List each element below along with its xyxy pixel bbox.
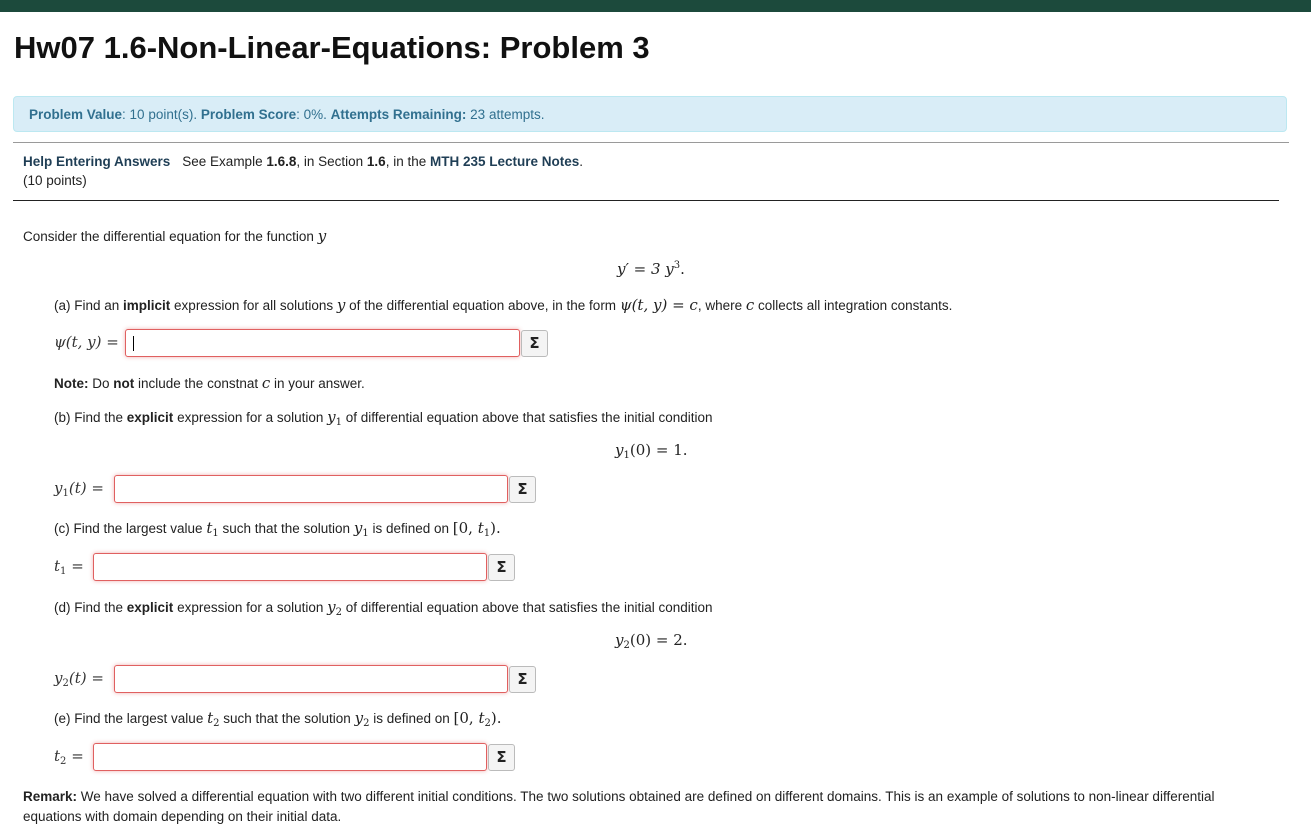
part-a-text: expression for all solutions [170,298,337,313]
problem-score: : 0%. [296,107,331,122]
condition-text: (0) = 1. [629,441,688,459]
equation-editor-button-e[interactable]: Σ [488,744,515,771]
math-y: y [336,296,346,314]
math-y: y [54,479,63,497]
attempts-remaining: 23 attempts. [466,107,545,122]
equation-editor-button-a[interactable]: Σ [521,330,548,357]
part-e-text: (e) Find the largest value [54,711,208,726]
part-d-bold: explicit [126,600,174,615]
answer-a-label [54,333,119,351]
math-y: y [615,441,624,459]
part-d-prompt [54,598,713,622]
part-a-prompt [54,296,952,315]
subscript: 1 [62,488,69,499]
initial-condition-1 [615,441,688,461]
answer-c-input[interactable] [93,553,487,581]
answer-a-label-text: ψ(t, y) = [54,333,119,351]
answer-a-input[interactable] [125,329,520,357]
note-part: Do [88,376,114,391]
remark [23,787,1214,827]
divider-top [13,142,1289,143]
divider-bottom [13,200,1279,201]
math-y: y [327,408,336,426]
subscript: 1 [623,450,630,461]
label-rest: (t) = [68,479,104,497]
part-e-text: such that the solution [219,711,355,726]
part-e-text: is defined on [369,711,454,726]
answer-c-label [54,557,84,577]
subscript: 2 [623,640,630,651]
answer-e-label [54,747,84,767]
part-e-prompt [54,709,501,733]
math-psi: ψ(t, y) = c [619,296,698,314]
section-ref: 1.6 [366,154,386,169]
help-text: See Example [182,154,267,169]
part-d-text: expression for a solution [173,600,328,615]
text-caret [133,336,134,351]
intro-text: Consider the differential equation for the function [23,229,314,244]
part-c-text: is defined on [368,521,453,536]
subscript: 1 [60,566,67,577]
help-text: , in the [385,154,430,169]
subscript: 2 [363,718,370,729]
equation-editor-button-d[interactable]: Σ [509,666,536,693]
answer-b-label [54,479,104,499]
math-t: t [54,557,61,575]
subscript: 2 [335,607,343,618]
note-label: Note: [54,376,89,391]
help-section [23,152,583,190]
subscript: 2 [213,718,220,729]
part-b-text: expression for a solution [173,410,328,425]
subscript: 1 [483,528,491,539]
interval-open: [0, [453,709,479,727]
remark-text: equations with domain depending on their initial data. [23,809,342,824]
condition-text: (0) = 2. [629,631,688,649]
math-y: y [615,631,624,649]
help-entering-answers-link[interactable]: Help Entering Answers [23,154,171,169]
subscript: 1 [362,528,369,539]
part-a-text: collects all integration constants. [754,298,953,313]
math-y: y [54,669,63,687]
part-d-text: of differential equation above that satisfies the initial condition [342,600,713,615]
part-b-text: of differential equation above that satisfies the initial condition [342,410,713,425]
math-t: t [478,709,485,727]
math-y: y [353,519,363,537]
attempts-label: Attempts Remaining: [330,107,467,122]
part-c-text: (c) Find the largest value [54,521,207,536]
subscript: 2 [484,718,491,729]
help-text: , in Section [296,154,367,169]
initial-condition-2 [615,631,688,651]
note-bold: not [113,376,135,391]
part-a-bold: implicit [123,298,171,313]
answer-b-input[interactable] [114,475,508,503]
part-c-prompt [54,519,501,543]
part-b-text: (b) Find the [54,410,127,425]
interval-open: [0, [452,519,478,537]
part-d-text: (d) Find the [54,600,127,615]
math-y: y [327,598,336,616]
equation-editor-button-c[interactable]: Σ [488,554,515,581]
remark-text: We have solved a differential equation with two different initial conditions. The two solutions obtained are defined on different domains. This is an example of solutions to non-linear differential [77,789,1215,804]
answer-d-input[interactable] [114,665,508,693]
points-text: (10 points) [23,173,87,188]
equation-editor-button-b[interactable]: Σ [509,476,536,503]
problem-intro [23,227,326,246]
math-c: c [261,374,271,392]
math-t: t [207,709,214,727]
remark-label: Remark: [23,789,78,804]
part-b-bold: explicit [126,410,174,425]
part-c-text: such that the solution [218,521,354,536]
subscript: 1 [212,528,219,539]
math-t: t [206,519,213,537]
interval-close: ). [490,519,501,537]
label-rest: = [71,557,84,575]
subscript: 2 [62,678,69,689]
equation-dot: . [680,260,685,278]
label-rest: = [71,747,84,765]
part-b-prompt [54,408,713,432]
note-part: in your answer. [270,376,365,391]
problem-score-label: Problem Score [200,107,297,122]
part-a-text: , where [697,298,746,313]
note-part: include the constnat [134,376,262,391]
math-t: t [54,747,61,765]
problem-info-banner [13,96,1287,132]
example-ref: 1.6.8 [266,154,297,169]
help-text: . [579,154,584,169]
exponent: 3 [673,260,681,271]
subscript: 1 [335,417,343,428]
lecture-notes-link[interactable]: MTH 235 Lecture Notes [429,154,580,169]
problem-value-label: Problem Value [29,107,123,122]
note-text [54,374,365,393]
answer-e-input[interactable] [93,743,487,771]
equation-text: y′ = 3 y [617,260,674,278]
main-equation [617,260,685,278]
math-c: c [745,296,755,314]
answer-d-label [54,669,104,689]
math-t: t [477,519,484,537]
label-rest: (t) = [68,669,104,687]
part-a-text: (a) Find an [54,298,124,313]
problem-value: : 10 point(s). [122,107,201,122]
math-y: y [317,227,327,245]
interval-close: ). [490,709,502,727]
top-bar [0,0,1311,12]
math-y: y [354,709,364,727]
page-title: Hw07 1.6-Non-Linear-Equations: Problem 3 [14,30,650,65]
subscript: 2 [60,756,67,767]
part-a-text: of the differential equation above, in the form [345,298,620,313]
